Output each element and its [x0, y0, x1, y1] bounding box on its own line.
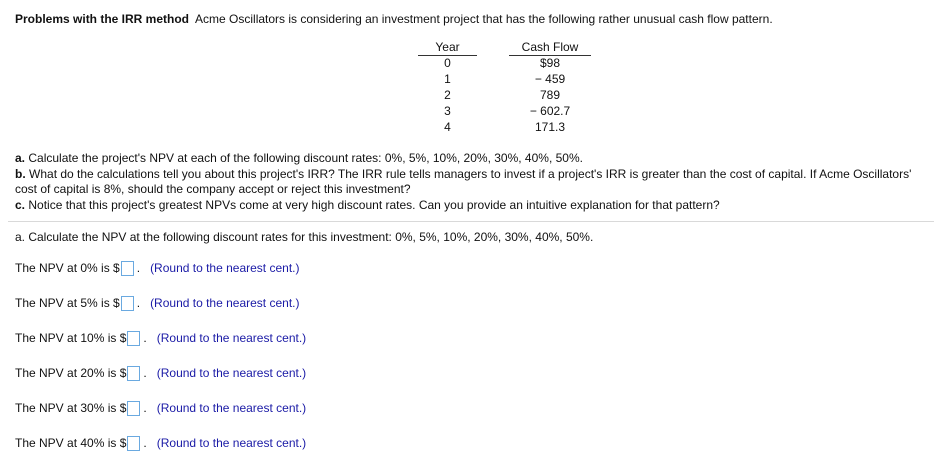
rounding-hint: (Round to the nearest cent.) [150, 296, 300, 310]
section-divider [8, 221, 934, 222]
table-row [418, 56, 591, 72]
npv-label: The NPV at 0% is $ [15, 261, 120, 275]
question-text: What do the calculations tell you about this project's IRR? The IRR rule tells managers to invest if a project's IRR is greater than the cost of capital. If Acme Oscillators' cost of capital is 8%, should the company accept or reject this investment? [15, 166, 912, 196]
rounding-hint: (Round to the nearest cent.) [156, 401, 307, 415]
npv-label: The NPV at 5% is $ [15, 296, 120, 310]
npv-answer-input[interactable] [127, 436, 140, 451]
table-header-row [418, 39, 591, 56]
period: . [143, 331, 147, 345]
npv-label: The NPV at 40% is $ [15, 436, 127, 450]
npv-answer-input[interactable] [127, 331, 140, 346]
question-b [15, 167, 920, 198]
column-header-year: Year [418, 39, 477, 56]
year-cell: 3 [444, 103, 451, 118]
table-row [418, 119, 591, 135]
table-row [418, 88, 591, 104]
npv-row-10-percent [15, 329, 306, 347]
period: . [143, 366, 147, 380]
table-row [418, 103, 591, 119]
npv-answer-input[interactable] [127, 366, 140, 381]
year-cell: 4 [444, 119, 451, 134]
year-cell: 2 [444, 87, 451, 102]
rounding-hint: (Round to the nearest cent.) [156, 436, 307, 450]
problem-intro [15, 12, 773, 26]
problem-text: Acme Oscillators is considering an investment project that has the following rather unusual cash flow pattern. [195, 12, 773, 26]
npv-row-30-percent [15, 399, 306, 417]
question-list [15, 151, 920, 213]
question-a [15, 151, 920, 167]
cash-flow-cell: − 602.7 [529, 103, 571, 118]
npv-label: The NPV at 10% is $ [15, 331, 127, 345]
question-label: b. [15, 166, 26, 181]
period: . [143, 436, 147, 450]
year-cell: 0 [444, 56, 451, 71]
npv-answer-input[interactable] [121, 261, 134, 276]
rounding-hint: (Round to the nearest cent.) [156, 366, 307, 380]
period: . [143, 401, 147, 415]
cash-flow-table [418, 39, 591, 135]
npv-label: The NPV at 30% is $ [15, 401, 127, 415]
npv-answer-input[interactable] [127, 401, 140, 416]
question-label: a. [15, 151, 26, 165]
period: . [136, 296, 141, 310]
npv-row-5-percent [15, 294, 299, 312]
table-row [418, 72, 591, 88]
cash-flow-cell: − 459 [534, 72, 566, 87]
period: . [136, 261, 141, 275]
problem-title: Problems with the IRR method [15, 12, 190, 26]
column-gap [477, 39, 509, 56]
question-label: c. [15, 197, 26, 212]
column-header-cash-flow: Cash Flow [509, 39, 591, 56]
year-cell: 1 [444, 72, 451, 87]
npv-row-0-percent [15, 259, 299, 277]
cash-flow-cell: 171.3 [534, 119, 566, 134]
question-text: Notice that this project's greatest NPVs come at very high discount rates. Can you provide an intuitive explanation for that pattern? [28, 197, 720, 212]
question-text: Calculate the project's NPV at each of the following discount rates: 0%, 5%, 10%, 20%, 30%, 40%, 50%. [28, 151, 583, 165]
cash-flow-cell: $98 [539, 56, 561, 71]
question-c [15, 198, 920, 214]
rounding-hint: (Round to the nearest cent.) [156, 331, 307, 345]
npv-label: The NPV at 20% is $ [15, 366, 127, 380]
task-instruction: a. Calculate the NPV at the following discount rates for this investment: 0%, 5%, 10%, 20%, 30%, 40%, 50%. [15, 230, 594, 244]
cash-flow-cell: 789 [539, 87, 561, 102]
npv-answer-input[interactable] [121, 296, 134, 311]
rounding-hint: (Round to the nearest cent.) [150, 261, 300, 275]
npv-row-20-percent [15, 364, 306, 382]
npv-row-40-percent [15, 434, 306, 452]
